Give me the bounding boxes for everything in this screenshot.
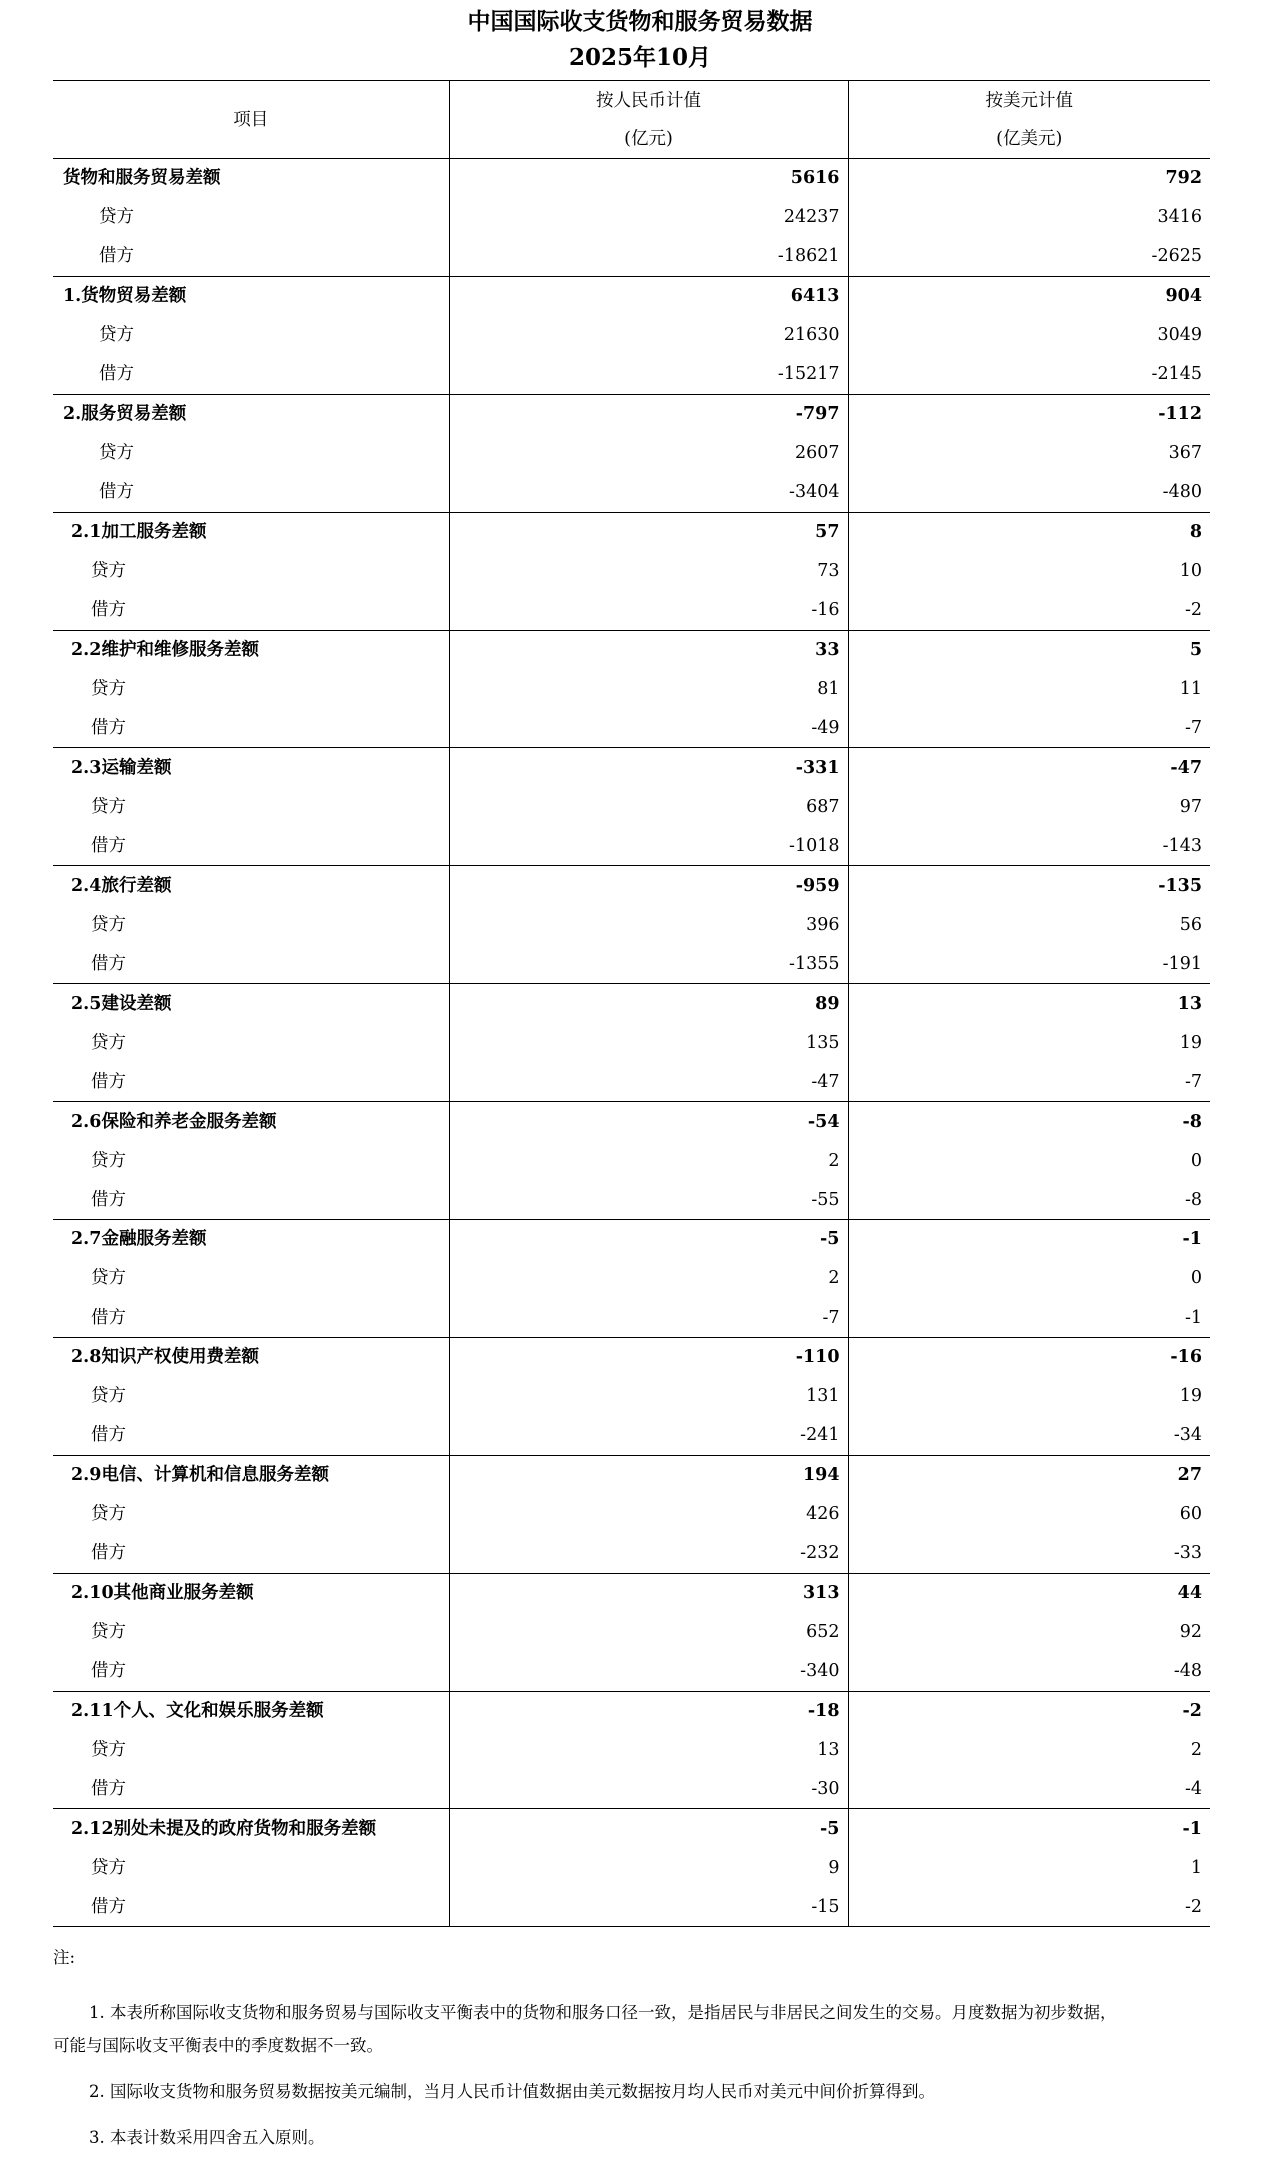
cny-value: 313	[449, 1573, 848, 1612]
table-row	[53, 1180, 1210, 1219]
usd-value: 2	[848, 1730, 1210, 1769]
table-row	[53, 1062, 1210, 1101]
note-1-line-2: 可能与国际收支平衡表中的季度数据不一致。	[53, 2036, 383, 2055]
page-title: 中国国际收支货物和服务贸易数据	[467, 8, 813, 35]
usd-value: 97	[848, 787, 1210, 826]
item-label: 贷方	[99, 207, 134, 228]
table-row	[53, 1416, 1210, 1455]
usd-value: -7	[848, 709, 1210, 748]
cny-value: 73	[449, 551, 848, 590]
usd-value: -1	[848, 1220, 1210, 1259]
item-label: 2.9电信、计算机和信息服务差额	[53, 1455, 449, 1494]
cny-value: 652	[449, 1612, 848, 1651]
cny-value: -18	[449, 1691, 848, 1730]
cny-value: 21630	[449, 316, 848, 355]
usd-value: 3416	[848, 198, 1210, 237]
item-label: 借方	[91, 1543, 126, 1564]
item-label: 2.3运输差额	[53, 748, 449, 787]
cny-value: 5616	[449, 159, 848, 198]
usd-value: -48	[848, 1652, 1210, 1691]
cny-value: 24237	[449, 198, 848, 237]
item-label: 2.7金融服务差额	[53, 1220, 449, 1259]
item-label: 贷方	[91, 1504, 126, 1525]
cny-value: -5	[449, 1809, 848, 1848]
cny-value: 9	[449, 1848, 848, 1887]
usd-value: -112	[848, 394, 1210, 433]
item-label: 借方	[91, 835, 126, 856]
header-item-label: 项目	[233, 109, 269, 130]
table-row-total	[53, 394, 1210, 433]
item-label: 贷方	[91, 1740, 126, 1761]
usd-value: -1	[848, 1298, 1210, 1337]
table-row	[53, 905, 1210, 944]
notes-title: 注:	[53, 1948, 76, 1967]
table-row-total	[53, 748, 1210, 787]
usd-value: 367	[848, 434, 1210, 473]
header-cny	[449, 81, 848, 159]
item-label: 借方	[91, 1425, 126, 1446]
item-label: 2.12别处未提及的政府货物和服务差额	[53, 1809, 449, 1848]
table-row	[53, 1141, 1210, 1180]
usd-value: -4	[848, 1770, 1210, 1809]
item-label: 贷方	[91, 1268, 126, 1289]
item-label: 2.8知识产权使用费差额	[53, 1337, 449, 1376]
usd-value: -2	[848, 1888, 1210, 1927]
table-row-total	[53, 866, 1210, 905]
cny-value: -49	[449, 709, 848, 748]
item-label: 2.2维护和维修服务差额	[53, 630, 449, 669]
cny-value: 396	[449, 905, 848, 944]
table-row	[53, 1023, 1210, 1062]
item-label: 贷方	[91, 1150, 126, 1171]
table-row	[53, 237, 1210, 276]
usd-value: -135	[848, 866, 1210, 905]
table-row	[53, 1730, 1210, 1769]
table-row-total	[53, 1691, 1210, 1730]
table-row	[53, 551, 1210, 590]
trade-data-table	[53, 80, 1210, 1927]
table-row-total	[53, 984, 1210, 1023]
table-row	[53, 1888, 1210, 1927]
cny-value: -18621	[449, 237, 848, 276]
cny-value: -797	[449, 394, 848, 433]
cny-value: 2	[449, 1259, 848, 1298]
usd-value: -2	[848, 1691, 1210, 1730]
cny-value: -7	[449, 1298, 848, 1337]
usd-value: -1	[848, 1809, 1210, 1848]
item-label: 货物和服务贸易差额	[53, 159, 449, 198]
cny-value: -16	[449, 591, 848, 630]
table-row	[53, 1770, 1210, 1809]
item-label: 贷方	[91, 1032, 126, 1053]
table-row	[53, 1377, 1210, 1416]
item-label: 借方	[91, 1189, 126, 1210]
cny-value: -47	[449, 1062, 848, 1101]
item-label: 贷方	[99, 325, 134, 346]
table-row	[53, 1259, 1210, 1298]
table-row-total	[53, 1102, 1210, 1141]
cny-value: 131	[449, 1377, 848, 1416]
item-label: 2.11个人、文化和娱乐服务差额	[53, 1691, 449, 1730]
cny-value: -15217	[449, 355, 848, 394]
usd-value: -34	[848, 1416, 1210, 1455]
table-row	[53, 591, 1210, 630]
table-row	[53, 355, 1210, 394]
table-row	[53, 1298, 1210, 1337]
cny-value: 81	[449, 669, 848, 708]
usd-value: -191	[848, 944, 1210, 983]
usd-value: 5	[848, 630, 1210, 669]
table-row	[53, 669, 1210, 708]
cny-value: -5	[449, 1220, 848, 1259]
item-label: 2.6保险和养老金服务差额	[53, 1102, 449, 1141]
usd-value: 11	[848, 669, 1210, 708]
header-usd-line1: 按美元计值	[985, 90, 1073, 111]
header-usd	[848, 81, 1210, 159]
cny-value: -241	[449, 1416, 848, 1455]
table-row	[53, 944, 1210, 983]
item-label: 借方	[91, 600, 126, 621]
cny-value: 57	[449, 512, 848, 551]
table-row	[53, 1848, 1210, 1887]
item-label: 贷方	[99, 443, 134, 464]
cny-value: 426	[449, 1495, 848, 1534]
cny-value: -30	[449, 1770, 848, 1809]
cny-value: 6413	[449, 276, 848, 315]
item-label: 2.5建设差额	[53, 984, 449, 1023]
usd-value: 27	[848, 1455, 1210, 1494]
table-row	[53, 1534, 1210, 1573]
usd-value: -47	[848, 748, 1210, 787]
table-row	[53, 827, 1210, 866]
table-row	[53, 473, 1210, 512]
page-subtitle: 2025年10月	[568, 44, 712, 71]
item-label: 贷方	[91, 1386, 126, 1407]
usd-value: 56	[848, 905, 1210, 944]
cny-value: 13	[449, 1730, 848, 1769]
table-row	[53, 709, 1210, 748]
item-label: 2.10其他商业服务差额	[53, 1573, 449, 1612]
usd-value: -33	[848, 1534, 1210, 1573]
table-row	[53, 316, 1210, 355]
item-label: 借方	[91, 1071, 126, 1092]
usd-value: 10	[848, 551, 1210, 590]
header-item	[53, 81, 449, 159]
table-row-total	[53, 512, 1210, 551]
table-row-total	[53, 1337, 1210, 1376]
item-label: 借方	[91, 718, 126, 739]
item-label: 贷方	[91, 561, 126, 582]
cny-value: -959	[449, 866, 848, 905]
header-cny-line2: (亿元)	[624, 128, 673, 149]
item-label: 贷方	[91, 914, 126, 935]
item-label: 贷方	[91, 1857, 126, 1878]
table-row	[53, 1652, 1210, 1691]
cny-value: -1018	[449, 827, 848, 866]
item-label: 借方	[53, 1888, 449, 1927]
cny-value: -1355	[449, 944, 848, 983]
cny-value: -3404	[449, 473, 848, 512]
header-usd-line2: (亿美元)	[996, 128, 1063, 149]
usd-value: -2145	[848, 355, 1210, 394]
cny-value: -55	[449, 1180, 848, 1219]
cny-value: -331	[449, 748, 848, 787]
cny-value: -232	[449, 1534, 848, 1573]
item-label: 2.1加工服务差额	[53, 512, 449, 551]
cny-value: 89	[449, 984, 848, 1023]
table-row-total	[53, 630, 1210, 669]
table-body	[53, 159, 1210, 1927]
item-label: 贷方	[91, 796, 126, 817]
table-row	[53, 198, 1210, 237]
item-label: 借方	[99, 246, 134, 267]
cny-value: 33	[449, 630, 848, 669]
usd-value: -480	[848, 473, 1210, 512]
cny-value: -340	[449, 1652, 848, 1691]
usd-value: 44	[848, 1573, 1210, 1612]
usd-value: 19	[848, 1377, 1210, 1416]
usd-value: 92	[848, 1612, 1210, 1651]
usd-value: -8	[848, 1102, 1210, 1141]
header-cny-line1: 按人民币计值	[596, 90, 701, 111]
usd-value: 0	[848, 1141, 1210, 1180]
usd-value: -8	[848, 1180, 1210, 1219]
cny-value: -110	[449, 1337, 848, 1376]
item-label: 1.货物贸易差额	[53, 276, 449, 315]
item-label: 借方	[91, 1307, 126, 1328]
note-2: 2. 国际收支货物和服务贸易数据按美元编制，当月人民币计值数据由美元数据按月均人民币对美元中间价折算得到。	[89, 2082, 935, 2101]
table-row-total	[53, 1455, 1210, 1494]
note-3: 3. 本表计数采用四舍五入原则。	[89, 2128, 325, 2147]
cny-value: 194	[449, 1455, 848, 1494]
item-label: 借方	[91, 1661, 126, 1682]
item-label: 借方	[91, 953, 126, 974]
table-row-total	[53, 276, 1210, 315]
usd-value: 13	[848, 984, 1210, 1023]
usd-value: -7	[848, 1062, 1210, 1101]
usd-value: 0	[848, 1259, 1210, 1298]
usd-value: 792	[848, 159, 1210, 198]
cny-value: 2	[449, 1141, 848, 1180]
item-label: 借方	[99, 364, 134, 385]
usd-value: -2625	[848, 237, 1210, 276]
usd-value: -16	[848, 1337, 1210, 1376]
table-row	[53, 787, 1210, 826]
table-row	[53, 1612, 1210, 1651]
usd-value: -2	[848, 591, 1210, 630]
cny-value: 2607	[449, 434, 848, 473]
item-label: 借方	[99, 482, 134, 503]
item-label: 贷方	[91, 1622, 126, 1643]
table-row-total	[53, 1220, 1210, 1259]
usd-value: -143	[848, 827, 1210, 866]
table-header-row	[53, 81, 1210, 159]
usd-value: 8	[848, 512, 1210, 551]
usd-value: 904	[848, 276, 1210, 315]
usd-value: 19	[848, 1023, 1210, 1062]
note-1-line-1: 1. 本表所称国际收支货物和服务贸易与国际收支平衡表中的货物和服务口径一致，是指居民与非居民之间发生的交易。月度数据为初步数据，	[89, 2003, 1117, 2022]
table-row-total	[53, 159, 1210, 198]
table-row-total	[53, 1573, 1210, 1612]
item-label: 2.4旅行差额	[53, 866, 449, 905]
item-label: 2.服务贸易差额	[53, 394, 449, 433]
cny-value: 135	[449, 1023, 848, 1062]
table-row-total	[53, 1809, 1210, 1848]
usd-value: 3049	[848, 316, 1210, 355]
item-label: 借方	[91, 1779, 126, 1800]
usd-value: 60	[848, 1495, 1210, 1534]
cny-value: -54	[449, 1102, 848, 1141]
cny-value: 687	[449, 787, 848, 826]
cny-value: -15	[449, 1888, 848, 1927]
item-label: 贷方	[91, 679, 126, 699]
usd-value: 1	[848, 1848, 1210, 1887]
table-row	[53, 1495, 1210, 1534]
table-row	[53, 434, 1210, 473]
